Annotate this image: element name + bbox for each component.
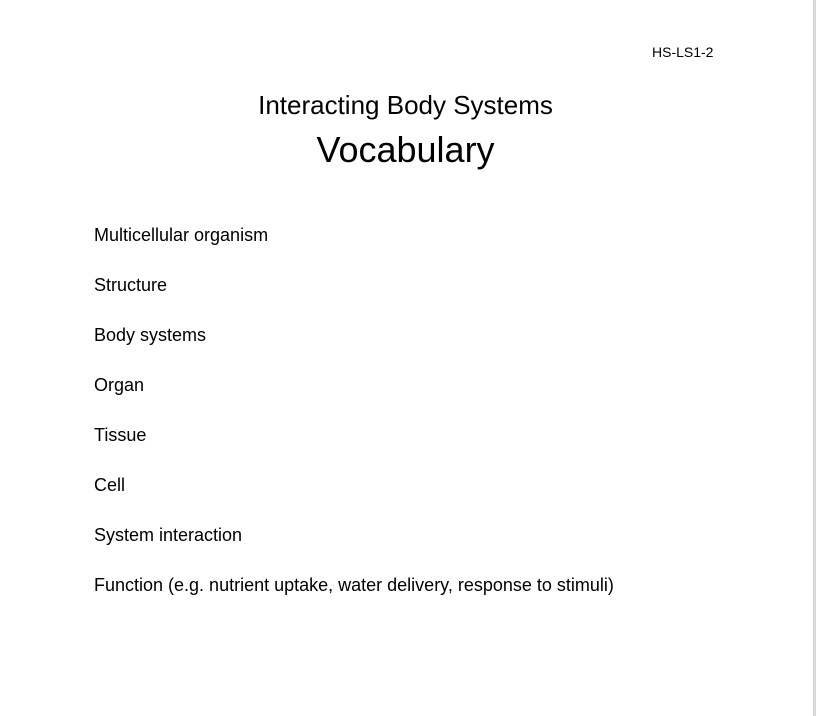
- vocabulary-term: Multicellular organism: [94, 225, 269, 245]
- vocabulary-term: Organ: [94, 375, 145, 395]
- page-subtitle: Vocabulary: [316, 129, 495, 170]
- vocabulary-term: Cell: [94, 475, 126, 495]
- vocabulary-term: Function (e.g. nutrient uptake, water delivery, response to stimuli): [94, 575, 614, 595]
- vocabulary-term: System interaction: [94, 525, 243, 545]
- page-title: Interacting Body Systems: [258, 90, 553, 120]
- vocabulary-term: Tissue: [94, 425, 147, 445]
- vocabulary-term: Body systems: [94, 325, 207, 345]
- vocabulary-list: [94, 224, 614, 624]
- standard-code: HS-LS1-2: [652, 44, 714, 60]
- vocabulary-term: Structure: [94, 275, 168, 295]
